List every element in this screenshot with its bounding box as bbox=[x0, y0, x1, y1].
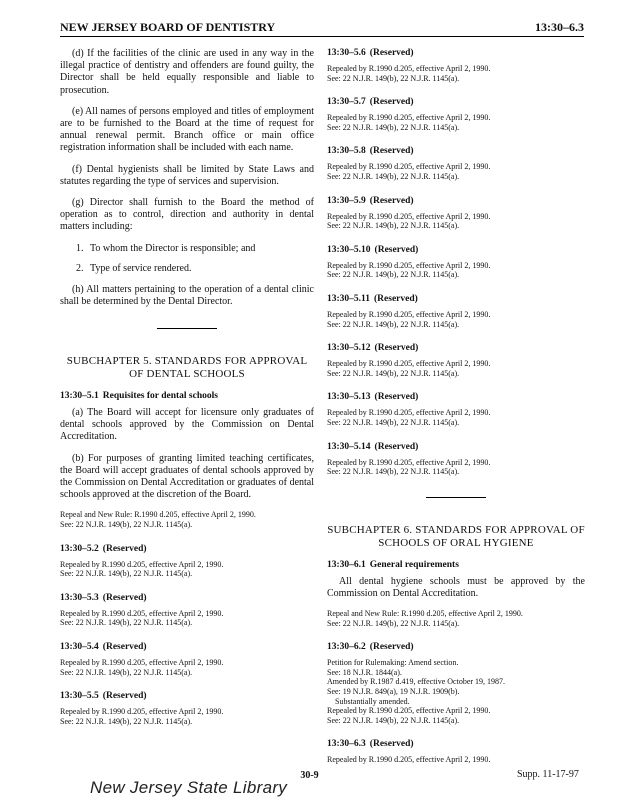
history-note: Repealed by R.1990 d.205, effective April 2, 1990. See: 22 N.J.R. 149(b), 22 N.J.R. 1145(a). bbox=[327, 457, 491, 477]
section-divider bbox=[157, 328, 217, 329]
section-heading: 13:30–5.1 Requisites for dental schools bbox=[60, 391, 218, 402]
subchapter-5-heading: SUBCHAPTER 5. STANDARDS FOR APPROVAL OF DENTAL SCHOOLS bbox=[66, 355, 308, 381]
history-note: Repealed by R.1990 d.205, effective April 2, 1990. See: 22 N.J.R. 149(b), 22 N.J.R. 1145(a). bbox=[327, 309, 491, 329]
section-heading: 13:30–5.10 (Reserved) bbox=[327, 244, 419, 255]
section-heading: 13:30–5.12 (Reserved) bbox=[327, 343, 419, 354]
history-note: Repealed by R.1990 d.205, effective April 2, 1990. See: 22 N.J.R. 149(b), 22 N.J.R. 1145(a). bbox=[60, 707, 224, 726]
history-note: Repealed by R.1990 d.205, effective April 2, 1990. bbox=[327, 755, 491, 765]
left-column bbox=[60, 48, 314, 740]
section-heading: 13:30–5.7 (Reserved) bbox=[327, 97, 414, 108]
section-heading: 13:30–5.6 (Reserved) bbox=[327, 48, 414, 58]
section-heading: 13:30–6.1 General requirements bbox=[327, 559, 459, 570]
right-column bbox=[327, 48, 585, 765]
para-g: (g) Director shall furnish to the Board the method of operation as to control, direction and authority in dental matters including: bbox=[60, 197, 314, 233]
history-note: Repeal and New Rule: R.1990 d.205, effective April 2, 1990. See: 22 N.J.R. 149(b), 22 N.J.R. 1145(a). bbox=[60, 510, 256, 530]
section-heading: 13:30–6.2 (Reserved) bbox=[327, 642, 414, 653]
section-heading: 13:30–5.3 (Reserved) bbox=[60, 592, 147, 603]
list-item: 1. To whom the Director is responsible; and bbox=[76, 242, 256, 254]
supplement-date: Supp. 11-17-97 bbox=[517, 769, 579, 780]
para-g-list bbox=[60, 243, 314, 275]
section-heading: 13:30–5.8 (Reserved) bbox=[327, 146, 414, 157]
history-note: Petition for Rulemaking: Amend section. See: 18 N.J.R. 1844(a). Amended by R.1987 d.419, effective October 19, 1987. See: 19 N.J.R. 849(a), 19 N.J.R. 1909(b). Substantially amended. Repealed by R.1990 d.205, effective April 2, 1990. See: 22 N.J.R. 149(b), 22 N.J.R. 1145(a). bbox=[327, 658, 506, 725]
history-note: Repealed by R.1990 d.205, effective April 2, 1990. See: 22 N.J.R. 149(b), 22 N.J.R. 1145(a). bbox=[327, 359, 491, 378]
section-heading: 13:30–6.3 (Reserved) bbox=[327, 739, 414, 750]
para-a: (a) The Board will accept for licensure only graduates of dental schools approved by the Commission on Dental Accreditation. bbox=[60, 407, 314, 443]
para-f: (f) Dental hygienists shall be limited by State Laws and statutes regarding the type of services and supervision. bbox=[60, 163, 314, 187]
history-note: Repealed by R.1990 d.205, effective April 2, 1990. See: 22 N.J.R. 149(b), 22 N.J.R. 1145(a). bbox=[327, 162, 491, 181]
para-h: (h) All matters pertaining to the operation of a dental clinic shall be determined by the Dental Director. bbox=[60, 283, 314, 307]
section-heading: 13:30–5.5 (Reserved) bbox=[60, 691, 147, 702]
library-stamp: New Jersey State Library bbox=[90, 778, 288, 797]
list-item: 2. Type of service rendered. bbox=[76, 262, 192, 274]
header-title: NEW JERSEY BOARD OF DENTISTRY bbox=[60, 20, 276, 34]
history-note: Repealed by R.1990 d.205, effective April 2, 1990. See: 22 N.J.R. 149(b), 22 N.J.R. 1145(a). bbox=[60, 658, 224, 677]
header-section: 13:30–6.3 bbox=[535, 20, 584, 34]
section-divider bbox=[426, 497, 486, 498]
section-heading: 13:30–5.14 (Reserved) bbox=[327, 441, 419, 452]
history-note: Repealed by R.1990 d.205, effective April 2, 1990. See: 22 N.J.R. 149(b), 22 N.J.R. 1145(a). bbox=[60, 608, 224, 628]
history-note: Repealed by R.1990 d.205, effective April 2, 1990. See: 22 N.J.R. 149(b), 22 N.J.R. 1145(a). bbox=[327, 113, 491, 132]
section-heading: 13:30–5.9 (Reserved) bbox=[327, 195, 414, 206]
page-number: 30-9 bbox=[300, 770, 319, 781]
history-note: Repealed by R.1990 d.205, effective April 2, 1990. See: 22 N.J.R. 149(b), 22 N.J.R. 1145(a). bbox=[60, 559, 224, 579]
para-b: (b) For purposes of granting limited teaching certificates, the Board will accept graduates of dental schools approved by the Commission on Dental Accreditation or graduates of dental schools approved at the discretion of the Board. bbox=[60, 452, 314, 501]
history-note: Repeal and New Rule: R.1990 d.205, effective April 2, 1990. See: 22 N.J.R. 149(b), 22 N.J.R. 1145(a). bbox=[327, 609, 523, 628]
section-heading: 13:30–5.11 (Reserved) bbox=[327, 293, 418, 304]
running-header bbox=[60, 20, 584, 37]
history-note: Repealed by R.1990 d.205, effective April 2, 1990. See: 22 N.J.R. 149(b), 22 N.J.R. 1145(a). bbox=[327, 64, 491, 83]
section-heading: 13:30–5.13 (Reserved) bbox=[327, 392, 419, 403]
section-heading: 13:30–5.4 (Reserved) bbox=[60, 642, 147, 653]
subchapter-6-heading: SUBCHAPTER 6. STANDARDS FOR APPROVAL OF SCHOOLS OF ORAL HYGIENE bbox=[327, 523, 585, 549]
para-d: (d) If the facilities of the clinic are used in any way in the illegal practice of dentistry and offenders are found guilty, the Director shall be held equally responsible and liable to prosecution. bbox=[60, 48, 314, 96]
section-heading: 13:30–5.2 (Reserved) bbox=[60, 543, 147, 554]
para-general-requirements: All dental hygiene schools must be approved by the Commission on Dental Accreditation. bbox=[327, 575, 585, 599]
para-e: (e) All names of persons employed and titles of employment are to be furnished to the Board at the time of request for annual renewal permit. Branch office or main office registration information shall be included with each name. bbox=[60, 105, 314, 154]
history-note: Repealed by R.1990 d.205, effective April 2, 1990. See: 22 N.J.R. 149(b), 22 N.J.R. 1145(a). bbox=[327, 260, 491, 280]
history-note: Repealed by R.1990 d.205, effective April 2, 1990. See: 22 N.J.R. 149(b), 22 N.J.R. 1145(a). bbox=[327, 408, 491, 427]
history-note: Repealed by R.1990 d.205, effective April 2, 1990. See: 22 N.J.R. 149(b), 22 N.J.R. 1145(a). bbox=[327, 211, 491, 231]
